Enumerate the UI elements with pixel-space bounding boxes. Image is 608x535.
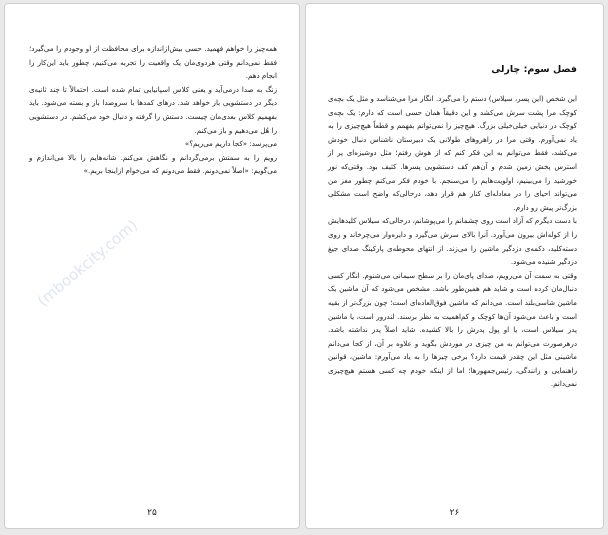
watermark: (mbookcity.com) [33,216,141,310]
chapter-title: فصل سوم: چارلی [491,64,577,75]
paragraph: با دست دیگرم که آزاد است روی چشمانم را می‌پوشانم، درحالی‌که سیلاس کلیدهایش را از کوله‌اش بیرون می‌آورد. آنرا بالای سرش می‌گیرد و دایره‌وار می‌چرخاند و روی دسته‌کلید، دکمه‌ی دزدگیر ماشین را می‌زند. از انتهای محوطه‌ی پارکینگ صدای جیغ دزدگیر شنیده می‌شود. [328,216,577,267]
page-number-right: ۲۶ [449,508,460,518]
paragraph: رویم را به سمتش برمی‌گردانم و نگاهش می‌کنم. شانه‌هایم را بالا می‌اندازم و می‌گویم: «اصلاً نمی‌دونم. فقط می‌دونم که می‌خوام ازاینجا بریم.» [29,152,277,176]
paragraph: این شخص (این پسر، سیلاس) دستم را می‌گیرد. انگار مرا می‌شناسد و مثل یک بچه‌ی کوچک مرا پشت سرش می‌کشد و این دقیقاً همان حسی است که دارم: یک بچه‌ی کوچک در دنیایی خیلی‌خیلی بزرگ. هیچ‌چیز را نمی‌توانم بفهمم و قطعاً هیچ‌چیزی را به یاد نمی‌آورم. وقتی مرا در راهروهای طولانی یک دبیرستان ناشناس دنبال خودش می‌کشد، فقط می‌توانم به این فکر کنم که از هوش رفتم؛ مثل دوشیزه‌ای پر از استرس پخش زمین شدم و آن‌هم کف دستشویی پسرها. کثیف بود. وقتی‌که نور خورشید را می‌بینیم، اولویت‌هایم را می‌سنجم. با خودم فکر می‌کنم چطور مغز من می‌تواند احیای را در معادله‌ای کنار هم قرار دهد، درحالی‌که واضح است مشکلی بزرگ‌تر پیش رو دارم. [328,94,577,212]
paragraph: همه‌چیز را خواهم فهمید. حسی بیش‌ازاندازه برای محافظت از او وجودم را می‌گیرد؛ فقط نمی‌دانم وقتی هردوی‌مان یک واقعیت را تجربه می‌کنیم، چطور باید این‌کار را انجام دهم. [29,44,277,81]
paragraph: می‌پرسد: «کجا داریم می‌ریم؟» [184,139,277,149]
paragraph: زنگ به صدا درمی‌آید و یعنی کلاس اسپانیایی تمام شده است. احتمالاً تا چند ثانیه‌ی دیگر در دستشویی باز خواهد شد. درهای کمدها با سروصدا باز و بسته می‌شود. باید بفهمیم کلاس بعدی‌مان چیست. دستش را گرفته و دنبال خود می‌کشم. در دستشویی را هُل می‌دهیم و باز می‌کنم. [29,84,277,135]
left-page [4,3,300,529]
right-page [305,3,604,529]
paragraph: وقتی به سمت آن می‌رویم، صدای پای‌مان را بر سطح سیمانی می‌شنوم. انگار کسی دنبال‌مان کرده است و شاید هم همین‌طور باشد. مشخص می‌شود که آن ماشین یک ماشین شاسی‌بلند است. می‌دانم که ماشین فوق‌العاده‌ای است؛ چون بزرگ‌تر از بقیه است و باعث می‌شود آن‌ها کوچک و کم‌اهمیت به نظر برسند. لندرور است، یا ماشین پدر سیلاس است، یا او پول پدرش را بالا کشیده. شاید اصلاً پدر نداشته باشد. درهرصورت می‌توانم به من چیزی در موردش بگوید و علاوه بر آن، از کجا می‌دانم ماشینی مثل این چقدر قیمت دارد؟ برخی چیزها را به یاد می‌آورم: ماشین، قوانین راهنمایی و رانندگی، رئیس‌جمهورها؛ اما از اینکه خودم چه کسی هستم هیچ‌چیزی نمی‌دانم. [328,270,577,389]
left-page-text [29,42,277,178]
page-number-left: ۲۵ [147,508,157,518]
right-page-text [328,92,577,391]
